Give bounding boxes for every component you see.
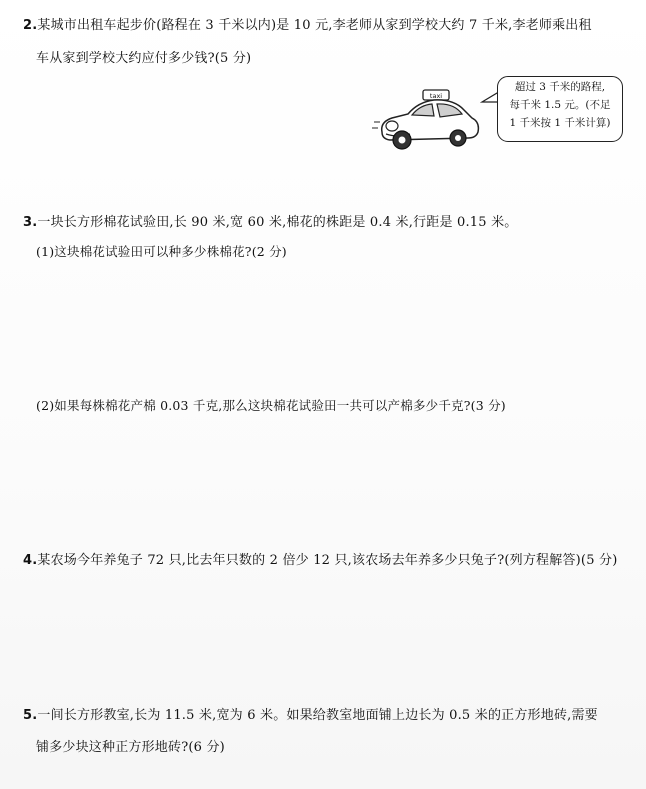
question-2-line-1 [23, 14, 592, 33]
question-5-line-2: 铺多少块这种正方形地砖?(6 分) [36, 740, 225, 755]
question-4-text: 某农场今年养兔子 72 只,比去年只数的 2 倍少 12 只,该农场去年养多少只兔子?(列方程解答)(5 分) [37, 553, 618, 568]
bubble-line-2: 每千米 1.5 元。(不足 [509, 99, 611, 111]
question-2-number: 2. [23, 18, 38, 33]
bubble-line-3: 1 千米按 1 千米计算) [509, 117, 611, 129]
question-4-number: 4. [23, 553, 38, 568]
question-5-text-1: 一间长方形教室,长为 11.5 米,宽为 6 米。如果给教室地面铺上边长为 0.5 米的正方形地砖,需要 [37, 708, 598, 723]
question-3-text: 一块长方形棉花试验田,长 90 米,宽 60 米,棉花的株距是 0.4 米,行距是 0.15 米。 [37, 215, 518, 230]
bubble-line-1: 超过 3 千米的路程, [514, 81, 606, 93]
question-3-line-1 [23, 211, 517, 230]
taxi-illustration [372, 84, 482, 160]
question-2-line-2: 车从家到学校大约应付多少钱?(5 分) [36, 51, 252, 66]
question-5-line-1 [23, 704, 598, 723]
question-3-part-1: (1)这块棉花试验田可以种多少株棉花?(2 分) [36, 244, 287, 259]
question-4-line-1 [23, 549, 617, 568]
speech-bubble [497, 76, 623, 142]
question-2-text-1: 某城市出租车起步价(路程在 3 千米以内)是 10 元,李老师从家到学校大约 7 千米,李老师乘出租 [37, 18, 592, 33]
question-5-number: 5. [23, 708, 38, 723]
taxi-sign-text: taxi [429, 92, 443, 100]
question-3-number: 3. [23, 215, 38, 230]
question-3-part-2: (2)如果每株棉花产棉 0.03 千克,那么这块棉花试验田一共可以产棉多少千克?(3 分) [36, 398, 506, 413]
